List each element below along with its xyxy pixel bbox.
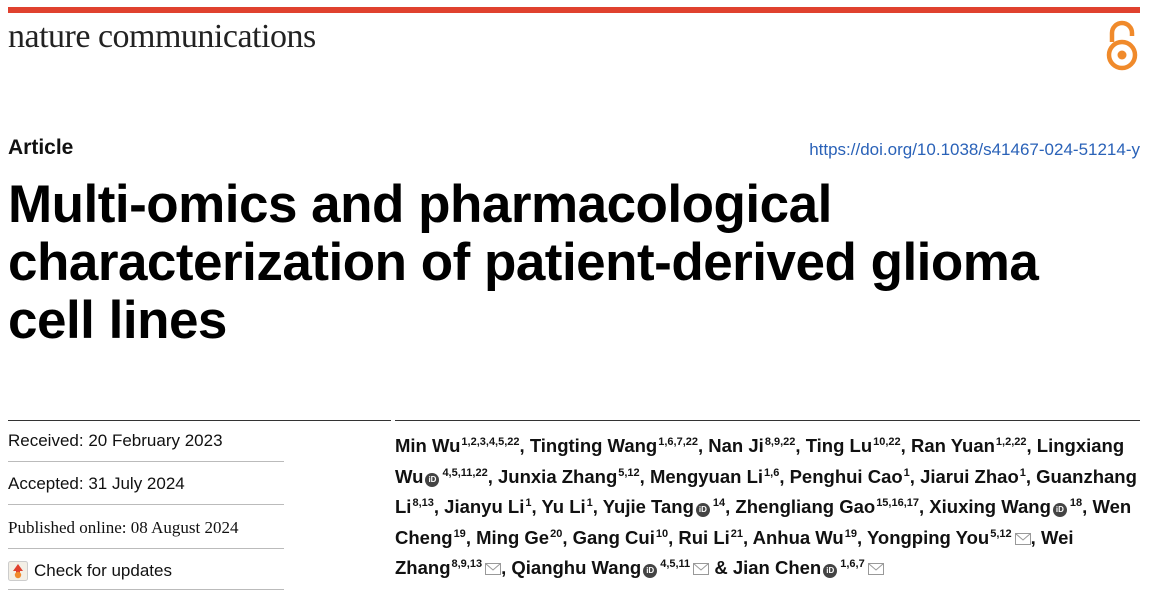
affiliation-numbers: 20 bbox=[550, 527, 563, 540]
affiliation-numbers: 1,2,22 bbox=[995, 436, 1027, 448]
author-name: Zhengliang Gao bbox=[735, 496, 876, 517]
author-name: Gang Cui bbox=[572, 526, 655, 548]
affiliation-numbers: 10 bbox=[655, 527, 669, 540]
affiliation-numbers: 5,12 bbox=[990, 527, 1012, 540]
affiliation-numbers: 19 bbox=[844, 527, 857, 540]
author[interactable] bbox=[444, 496, 531, 517]
author-name: Yongping You bbox=[866, 526, 990, 548]
affiliation-numbers: 8,9,13 bbox=[451, 558, 483, 570]
affiliation-numbers: 1,6,7 bbox=[840, 558, 865, 570]
author-name: Penghui Cao bbox=[789, 465, 903, 487]
author[interactable] bbox=[498, 466, 640, 487]
author-name: Min Wu bbox=[395, 435, 461, 456]
author-name: Wei Zhang bbox=[395, 526, 1074, 578]
author-name: Yu Li bbox=[541, 496, 586, 517]
author[interactable] bbox=[733, 557, 884, 578]
author[interactable] bbox=[678, 527, 743, 548]
accepted-date: Accepted: 31 July 2024 bbox=[8, 474, 185, 493]
affiliation-numbers: 4,5,11 bbox=[660, 558, 691, 570]
divider bbox=[8, 420, 391, 421]
author[interactable] bbox=[920, 466, 1026, 487]
top-accent-bar bbox=[8, 7, 1140, 13]
affiliation-numbers: 5,12 bbox=[618, 466, 640, 479]
orcid-icon[interactable]: iD bbox=[823, 564, 837, 578]
affiliation-numbers: 1,6 bbox=[764, 466, 780, 479]
author-name: Guanzhang Li bbox=[395, 465, 1137, 517]
affiliation-numbers: 18 bbox=[1069, 497, 1083, 509]
affiliation-numbers: 8,9,22 bbox=[764, 436, 796, 448]
affiliation-numbers: 1 bbox=[586, 497, 593, 509]
affiliation-numbers: 1 bbox=[1019, 466, 1026, 479]
author-name: Qianghu Wang bbox=[511, 557, 642, 578]
affiliation-numbers: 19 bbox=[453, 527, 466, 540]
divider bbox=[395, 420, 1140, 421]
author-name: Nan Ji bbox=[708, 435, 764, 456]
author[interactable] bbox=[573, 527, 668, 548]
author-name: Ting Lu bbox=[805, 435, 873, 456]
article-title: Multi-omics and pharmacological characterization of patient-derived glioma cell lines bbox=[8, 175, 1039, 350]
affiliation-numbers: 8,13 bbox=[412, 497, 434, 509]
orcid-icon[interactable]: iD bbox=[1053, 503, 1067, 517]
author-name: Wen Cheng bbox=[395, 496, 1132, 548]
author-name: Ran Yuan bbox=[910, 435, 995, 456]
author[interactable] bbox=[806, 435, 901, 456]
author-list: Min Wu$^{1,2,3,4,5,22}$, Tingting Wang$^{1,6,7,22}$, Nan Ji$^{8,9,22}$, Ting Lu$^{10,22}$, Ran Yuan$^{1,2,22}$, Lingxiang Wu iD$^{4,5,11,22}$, Junxia Zhang$^{5,12}$, Mengyuan Li$^{1,6}$, Penghui Cao$^1$, Jiarui Zhao$^1$, Guanzhang Li$^{8,13}$, Jianyu Li$^1$, Yu Li$^1$, Yujie Tang $iD^{14}$, Zhengliang Gao$^{15,16,17}$, Xiuxing Wang $iD^{18}$, Wen Cheng$^{19}$, Ming Ge$^{20}$, Gang Cui$^{10}$, Rui Li$^{21}$, Anhua Wu$^{19}$, Yongping You$^{5,12}$ , Wei Zhang$^{8,9,13}$ , Qianghu Wang iD$^{4,5,11}$ & Jian Chen iD$^{1,6,7}$ bbox=[395, 435, 1137, 578]
author[interactable] bbox=[929, 496, 1082, 517]
author-name: Rui Li bbox=[678, 526, 730, 548]
author-name: Mengyuan Li bbox=[649, 465, 764, 487]
affiliation-numbers: 1,6,7,22 bbox=[658, 436, 698, 448]
author[interactable] bbox=[790, 466, 910, 487]
affiliation-numbers: 10,22 bbox=[873, 436, 901, 448]
open-access-icon bbox=[1104, 20, 1140, 72]
article-type: Article bbox=[8, 136, 74, 159]
author-name: Xiuxing Wang bbox=[929, 496, 1051, 517]
email-icon[interactable] bbox=[485, 563, 501, 575]
affiliation-numbers: 15,16,17 bbox=[876, 497, 920, 509]
check-for-updates-icon bbox=[8, 561, 28, 581]
author-name: Lingxiang Wu bbox=[395, 435, 1125, 487]
divider bbox=[8, 548, 284, 549]
email-icon[interactable] bbox=[693, 563, 709, 575]
affiliation-numbers: 4,5,11,22 bbox=[442, 466, 488, 479]
doi-link[interactable]: https://doi.org/10.1038/s41467-024-51214-y bbox=[809, 140, 1140, 159]
affiliation-numbers: 1,2,3,4,5,22 bbox=[461, 436, 520, 448]
author[interactable] bbox=[650, 466, 779, 487]
affiliation-numbers: 14 bbox=[712, 497, 726, 509]
author[interactable] bbox=[753, 527, 857, 548]
orcid-icon[interactable]: iD bbox=[425, 473, 439, 487]
author[interactable] bbox=[541, 496, 592, 517]
author[interactable] bbox=[735, 496, 919, 517]
author[interactable] bbox=[476, 527, 562, 548]
orcid-icon[interactable]: iD bbox=[696, 503, 710, 517]
affiliation-numbers: 1 bbox=[525, 497, 532, 509]
author-name: Jianyu Li bbox=[444, 496, 525, 517]
author-name: Jian Chen bbox=[732, 557, 822, 578]
affiliation-numbers: 21 bbox=[730, 527, 744, 540]
author-name: Tingting Wang bbox=[529, 435, 658, 456]
author[interactable] bbox=[511, 557, 709, 578]
email-icon[interactable] bbox=[868, 563, 884, 575]
author-name: Jiarui Zhao bbox=[920, 465, 1019, 487]
orcid-icon[interactable]: iD bbox=[643, 564, 657, 578]
author[interactable] bbox=[395, 435, 520, 456]
received-date: Received: 20 February 2023 bbox=[8, 431, 223, 450]
check-for-updates-label: Check for updates bbox=[34, 561, 172, 580]
author-name: Ming Ge bbox=[476, 526, 550, 548]
published-date: Published online: 08 August 2024 bbox=[8, 518, 239, 537]
divider bbox=[8, 461, 284, 462]
check-for-updates-button[interactable] bbox=[8, 561, 172, 581]
journal-name: nature communications bbox=[8, 18, 316, 55]
author-name: Yujie Tang bbox=[602, 496, 694, 517]
author[interactable] bbox=[911, 435, 1027, 456]
author-name: Junxia Zhang bbox=[498, 465, 618, 487]
author-name: Anhua Wu bbox=[752, 526, 844, 548]
affiliation-numbers: 1 bbox=[903, 466, 910, 479]
author[interactable] bbox=[603, 496, 725, 517]
author[interactable] bbox=[530, 435, 698, 456]
author[interactable] bbox=[867, 527, 1031, 548]
divider bbox=[8, 504, 284, 505]
email-icon[interactable] bbox=[1015, 533, 1031, 545]
divider bbox=[8, 589, 284, 590]
author[interactable] bbox=[708, 435, 795, 456]
